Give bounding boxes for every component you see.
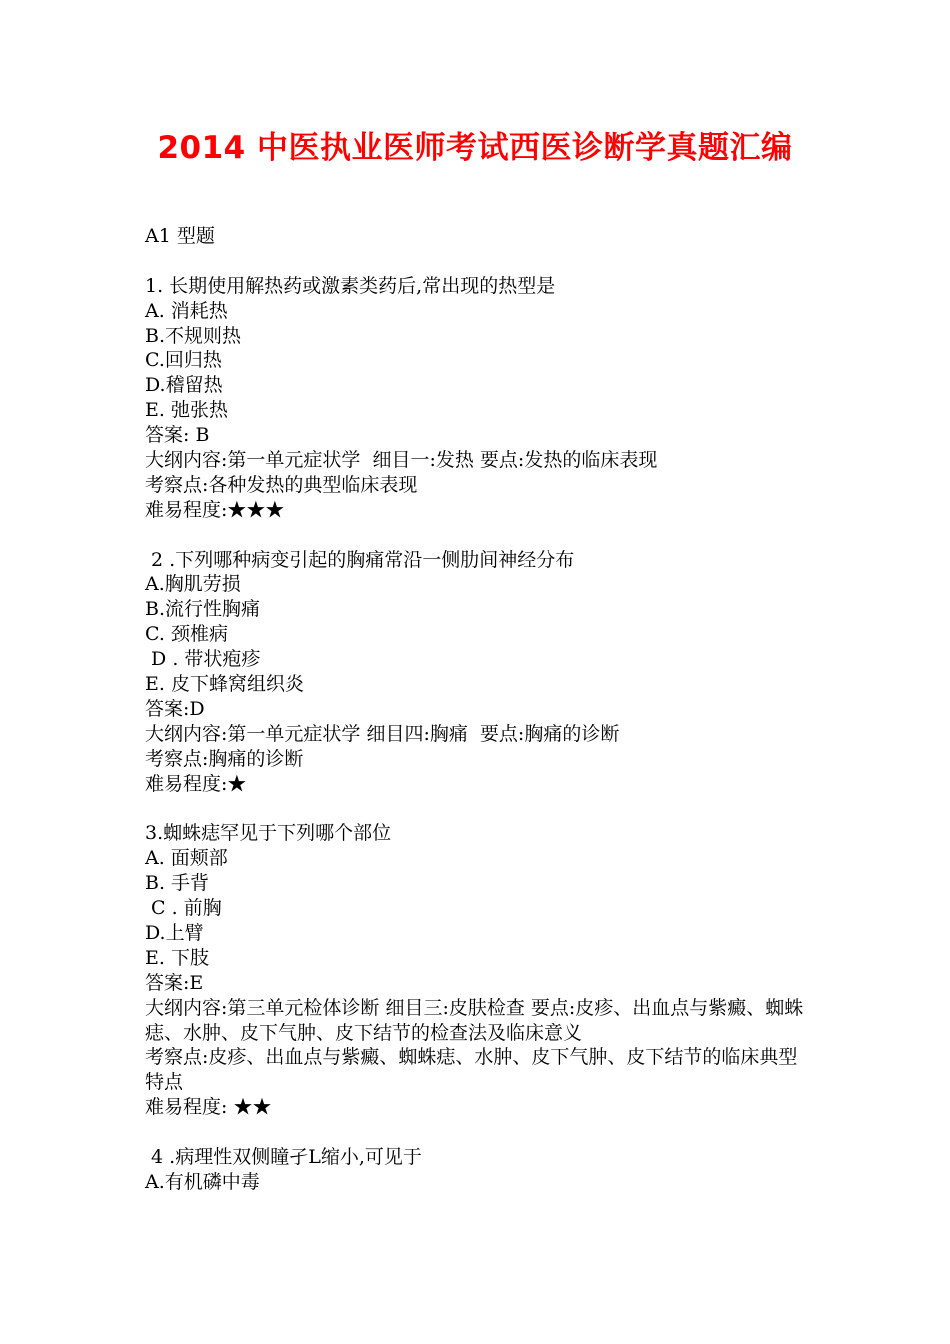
option: C . 前胸 bbox=[145, 897, 222, 920]
difficulty: 难易程度:★★★ bbox=[145, 498, 285, 521]
option: A. 面颊部 bbox=[145, 847, 228, 870]
option: C.回归热 bbox=[145, 349, 222, 372]
question-stem: 3.蜘蛛痣罕见于下列哪个部位 bbox=[145, 822, 392, 845]
question-block bbox=[145, 274, 810, 523]
option: D.稽留热 bbox=[145, 374, 223, 397]
exam-point: 考察点:各种发热的典型临床表现 bbox=[145, 473, 418, 496]
option: B.不规则热 bbox=[145, 324, 242, 347]
option: A.胸肌劳损 bbox=[145, 573, 241, 596]
document-body bbox=[145, 224, 810, 1195]
option: C. 颈椎病 bbox=[145, 623, 228, 646]
question-block bbox=[145, 821, 810, 1120]
question-stem: 4 .病理性双侧瞳孑L缩小,可见于 bbox=[145, 1146, 422, 1169]
option: D.上臂 bbox=[145, 921, 204, 944]
answer: 答案: B bbox=[145, 424, 210, 447]
question-block bbox=[145, 1145, 810, 1195]
exam-point: 考察点:皮疹、出血点与紫癜、蜘蛛痣、水肿、皮下气肿、皮下结节的临床典型特点 bbox=[145, 1046, 798, 1094]
option: B. 手背 bbox=[145, 872, 210, 895]
question-stem: 2 .下列哪种病变引起的胸痛常沿一侧肋间神经分布 bbox=[145, 548, 575, 571]
outline: 大纲内容:第一单元症状学 细目四:胸痛 要点:胸痛的诊断 bbox=[145, 722, 620, 745]
option: D . 带状疱疹 bbox=[145, 648, 261, 671]
section-heading: A1 型题 bbox=[145, 225, 215, 247]
option: A.有机磷中毒 bbox=[145, 1170, 260, 1193]
outline: 大纲内容:第三单元检体诊断 细目三:皮肤检查 要点:皮疹、出血点与紫癜、蜘蛛痣、水肿、皮下气肿、皮下结节的检查法及临床意义 bbox=[145, 996, 804, 1044]
option: B.流行性胸痛 bbox=[145, 598, 261, 621]
option: E. 下肢 bbox=[145, 946, 209, 969]
difficulty: 难易程度:★ bbox=[145, 772, 247, 795]
difficulty: 难易程度: ★★ bbox=[145, 1096, 272, 1119]
answer: 答案:E bbox=[145, 971, 204, 994]
exam-point: 考察点:胸痛的诊断 bbox=[145, 747, 304, 770]
document-title: 2014 中医执业医师考试西医诊断学真题汇编 bbox=[157, 130, 793, 166]
question-block bbox=[145, 548, 810, 797]
option: E. 皮下蜂窝组织炎 bbox=[145, 673, 304, 696]
option: A. 消耗热 bbox=[145, 299, 228, 322]
question-stem: 1. 长期使用解热药或激素类药后,常出现的热型是 bbox=[145, 274, 556, 297]
answer: 答案:D bbox=[145, 697, 205, 720]
outline: 大纲内容:第一单元症状学 细目一:发热 要点:发热的临床表现 bbox=[145, 449, 658, 472]
option: E. 弛张热 bbox=[145, 399, 228, 422]
